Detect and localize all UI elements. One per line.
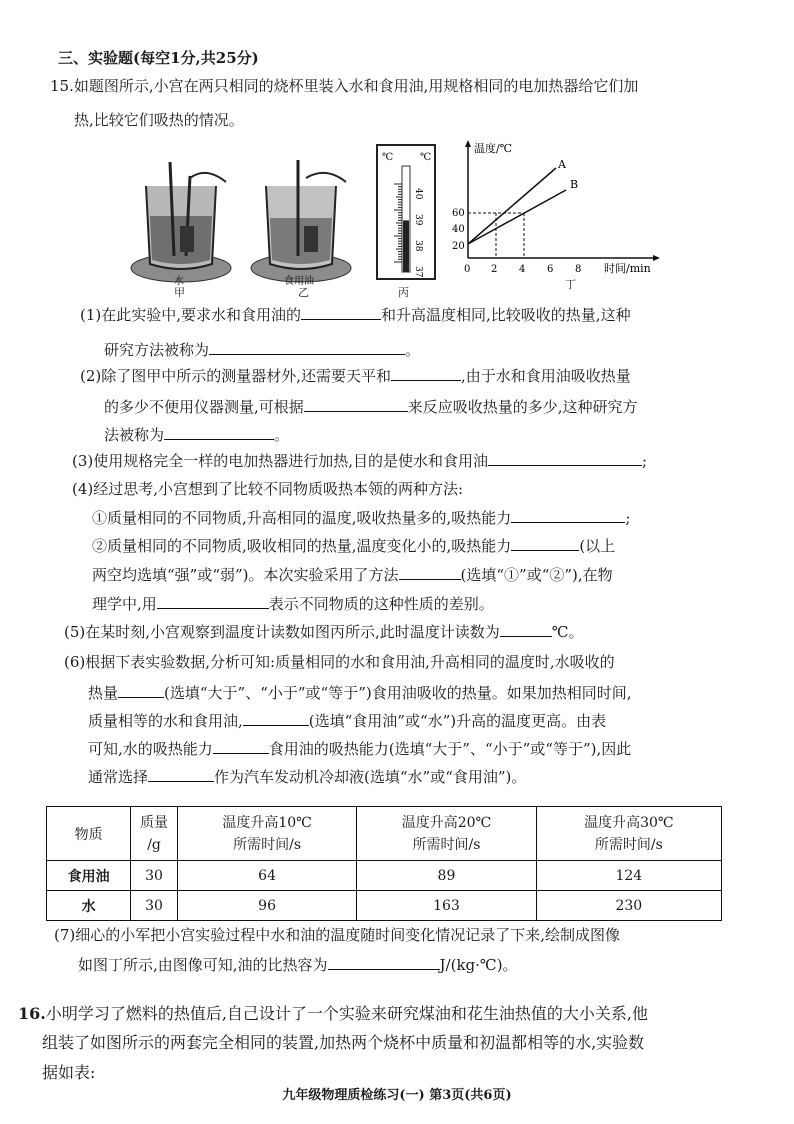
q15-part6-line2	[88, 683, 632, 703]
q15-intro-line-1	[50, 76, 638, 96]
header-rise-10	[177, 807, 356, 861]
header-mass	[131, 807, 178, 861]
q15-part2-line3	[104, 425, 289, 445]
table-header-row	[47, 807, 722, 861]
answer-blank-15[interactable]	[148, 767, 214, 782]
answer-blank-5[interactable]	[164, 425, 274, 440]
q15-p6-text-e: (选填“食用油”或“水”)升高的温度更高。由表	[308, 712, 607, 730]
section-title: 三、实验题(每空1分,共25分)	[58, 49, 259, 67]
header-rise-10-line1: 温度升高10℃	[222, 814, 312, 831]
figure-ding-graph	[448, 138, 668, 290]
header-rise-20-line2: 所需时间/s	[412, 836, 481, 853]
q15-p6-text-h: 通常选择	[88, 768, 149, 786]
cell-substance-water: 水	[47, 891, 131, 921]
answer-blank-13[interactable]	[243, 711, 309, 726]
q15-p4-text-i: 表示不同物质的这种性质的差别。	[268, 595, 494, 613]
page-footer: 九年级物理质检练习(一) 第3页(共6页)	[282, 1088, 512, 1103]
q15-p6-text-b: 热量	[88, 684, 119, 702]
graph-label-b: B	[570, 178, 579, 191]
q15-p4-text-f: 两空均选填“强”或“弱”)。本次实验采用了方法	[92, 566, 399, 584]
q15-p2-text-e: 法被称为	[104, 426, 165, 444]
q16-line1	[18, 1004, 648, 1024]
cell-substance-oil: 食用油	[47, 861, 131, 891]
header-mass-line2: /g	[147, 836, 161, 853]
q15-p4-text-d: ②质量相同的不同物质,吸收相同的热量,温度变化小的,吸热能力	[92, 537, 512, 555]
label-water: 水	[174, 276, 184, 287]
q15-p2-text-d: 来反应吸收热量的多少,这种研究方	[407, 398, 638, 416]
q15-p4-text-e: (以上	[579, 537, 616, 555]
answer-blank-12[interactable]	[118, 683, 164, 698]
answer-blank-2[interactable]	[209, 340, 405, 355]
header-mass-line1: 质量	[140, 814, 169, 831]
graph-ytick-20: 20	[452, 241, 465, 252]
figure-label-ding: 丁	[565, 278, 576, 291]
graph-xtick-8: 8	[575, 264, 582, 275]
q15-p6-text-g: 食用油的吸热能力(选填“大于”、“小于”或“等于”),因此	[268, 740, 632, 758]
q15-p4-text-c: ;	[625, 509, 631, 527]
graph-xtick-2: 2	[491, 264, 498, 275]
q15-p6-text-i: 作为汽车发动机冷却液(选填“水”或“食用油”)。	[214, 768, 527, 786]
q15-p1-text-c: 研究方法被称为	[104, 341, 210, 359]
cell-oil-t10: 64	[177, 861, 356, 891]
tick-40: 40	[413, 188, 423, 200]
cell-water-t30: 230	[536, 891, 721, 921]
graph-ylabel: 温度/℃	[474, 142, 513, 155]
q15-intro-text-1: 如题图所示,小宫在两只相同的烧杯里装入水和食用油,用规格相同的电加热器给它们加	[73, 77, 639, 95]
figure-bing-thermometer	[376, 144, 436, 282]
figure-jia-beaker-water	[126, 156, 236, 296]
answer-blank-8[interactable]	[511, 536, 579, 551]
cell-oil-t30: 124	[536, 861, 721, 891]
graph-xtick-6: 6	[547, 264, 554, 275]
q15-p3-text-a: (3)使用规格完全一样的电加热器进行加热,目的是使水和食用油	[72, 452, 489, 470]
figure-label-yi: 乙	[298, 286, 309, 299]
q15-p6-text-c: (选填“大于”、“小于”或“等于”)食用油吸收的热量。如果加热相同时间,	[164, 684, 632, 702]
answer-blank-3[interactable]	[391, 366, 461, 381]
figure-yi-beaker-oil	[246, 156, 356, 296]
q15-p1-text-b: 和升高温度相同,比较吸收的热量,这种	[381, 306, 631, 324]
answer-blank-4[interactable]	[304, 397, 408, 412]
q15-part1-line2	[104, 340, 420, 360]
q15-part3-line1	[72, 451, 647, 471]
q15-part4-line4	[92, 565, 613, 585]
cell-water-t20: 163	[357, 891, 536, 921]
q15-p2-text-f: 。	[274, 426, 290, 444]
answer-blank-1[interactable]	[301, 305, 381, 320]
q15-p7-text-c: J/(kg·℃)。	[439, 956, 518, 974]
answer-blank-11[interactable]	[500, 622, 552, 637]
header-rise-10-line2: 所需时间/s	[233, 836, 302, 853]
table-row	[47, 861, 722, 891]
q15-part6-line4	[88, 739, 631, 759]
answer-blank-14[interactable]	[213, 739, 269, 754]
label-oil: 食用油	[284, 276, 314, 287]
q15-p2-text-a: (2)除了图甲中所示的测量器材外,还需要天平和	[80, 367, 392, 385]
tick-37: 37	[413, 266, 423, 278]
graph-xlabel: 时间/min	[604, 262, 651, 275]
q15-part7-line2	[78, 955, 518, 975]
cell-mass-oil: 30	[131, 861, 178, 891]
answer-blank-9[interactable]	[399, 565, 461, 580]
q16-number: 16.	[18, 1004, 46, 1023]
cell-oil-t20: 89	[357, 861, 536, 891]
header-rise-30-line1: 温度升高30℃	[584, 814, 674, 831]
figure-label-bing: 丙	[398, 286, 409, 299]
header-substance: 物质	[47, 807, 131, 861]
thermometer-unit-right: ℃	[420, 152, 432, 163]
q15-p4-text-g: (选填“①”或“②”),在物	[460, 566, 613, 584]
header-rise-20	[357, 807, 536, 861]
q15-p7-text-b: 如图丁所示,由图像可知,油的比热容为	[78, 956, 328, 974]
graph-ytick-40: 40	[452, 224, 465, 235]
header-rise-30	[536, 807, 721, 861]
graph-xtick-0: 0	[464, 264, 471, 275]
q15-number: 15.	[50, 77, 74, 95]
graph-ytick-60: 60	[452, 208, 465, 219]
q15-part6-line5	[88, 767, 526, 787]
q15-part4-line2	[92, 508, 630, 528]
q15-p2-text-b: ,由于水和食用油吸收热量	[461, 367, 631, 385]
graph-label-a: A	[558, 158, 566, 171]
mercury-column	[403, 220, 409, 272]
q15-p1-text-a: (1)在此实验中,要求水和食用油的	[80, 306, 302, 324]
q16-text-1: 小明学习了燃料的热值后,自己设计了一个实验来研究煤油和花生油热值的大小关系,他	[45, 1004, 649, 1023]
figure-label-jia: 甲	[174, 286, 185, 299]
q15-p1-text-d: 。	[405, 341, 421, 359]
graph-line-a	[468, 168, 556, 244]
q15-part4-line3	[92, 536, 615, 556]
q15-p5-text-a: (5)在某时刻,小宫观察到温度计读数如图丙所示,此时温度计读数为	[64, 623, 500, 641]
answer-blank-7[interactable]	[511, 508, 625, 523]
q15-p2-text-c: 的多少不便用仪器测量,可根据	[104, 398, 304, 416]
tick-39: 39	[413, 214, 423, 226]
q15-part6-line1: (6)根据下表实验数据,分析可知:质量相同的水和食用油,升高相同的温度时,水吸收的	[64, 653, 615, 671]
q15-p4-text-b: ①质量相同的不同物质,升高相同的温度,吸收热量多的,吸热能力	[92, 509, 512, 527]
q15-part5-line1	[64, 622, 584, 642]
answer-blank-6[interactable]	[488, 451, 642, 466]
q15-part1-line1	[80, 305, 631, 325]
q15-p3-text-b: ;	[642, 452, 648, 470]
answer-blank-10[interactable]	[157, 594, 269, 609]
q15-p4-text-h: 理学中,用	[92, 595, 157, 613]
table-row	[47, 891, 722, 921]
q15-p5-text-b: ℃。	[551, 623, 584, 641]
q15-p6-text-f: 可知,水的吸热能力	[88, 740, 213, 758]
q15-p6-text-d: 质量相等的水和食用油,	[88, 712, 243, 730]
q15-part2-line1	[80, 366, 631, 386]
graph-xtick-4: 4	[519, 264, 526, 275]
answer-blank-16[interactable]	[328, 955, 440, 970]
graph-line-b	[468, 190, 566, 244]
q16-line2: 组装了如图所示的两套完全相同的装置,加热两个烧杯中质量和初温都相等的水,实验数	[42, 1033, 645, 1052]
q15-part7-line1: (7)细心的小军把小宫实验过程中水和油的温度随时间变化情况记录了下来,绘制成图像	[54, 926, 621, 944]
header-rise-30-line2: 所需时间/s	[594, 836, 663, 853]
q15-part4-line1: (4)经过思考,小宫想到了比较不同物质吸热本领的两种方法:	[72, 480, 464, 498]
tick-38: 38	[413, 240, 423, 252]
q15-intro-line-2: 热,比较它们吸热的情况。	[74, 111, 244, 129]
q15-part6-line3	[88, 711, 606, 731]
q15-part4-line5	[92, 594, 494, 614]
cell-water-t10: 96	[177, 891, 356, 921]
thermometer-unit-left: ℃	[382, 152, 394, 163]
q16-line3: 据如表:	[42, 1063, 96, 1082]
data-table	[46, 806, 722, 921]
cell-mass-water: 30	[131, 891, 178, 921]
q15-part2-line2	[104, 397, 638, 417]
header-rise-20-line1: 温度升高20℃	[401, 814, 492, 831]
